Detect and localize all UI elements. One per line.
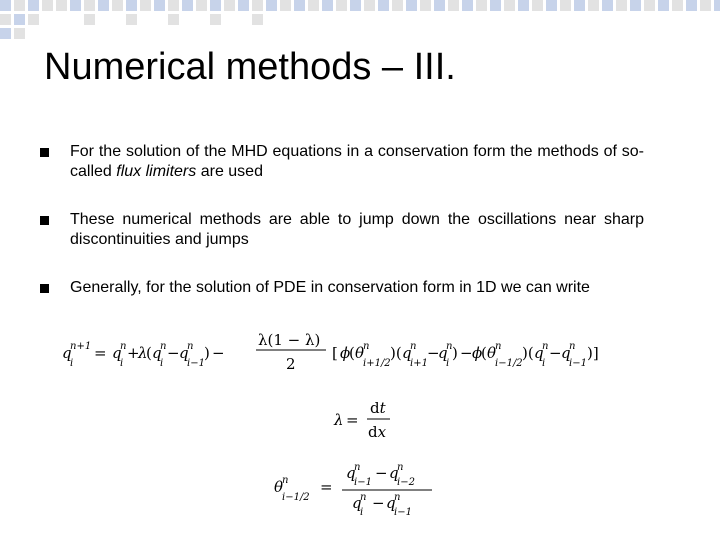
grid-cell: [406, 0, 417, 11]
grid-cell: [56, 0, 67, 11]
grid-cell: [70, 0, 81, 11]
svg-text:)(: )(: [522, 344, 534, 362]
grid-cell: [14, 14, 25, 25]
svg-text:)]: )]: [587, 344, 599, 362]
svg-text:θ: θ: [487, 344, 497, 362]
svg-text:q: q: [352, 494, 362, 512]
grid-cell: [308, 0, 319, 11]
grid-cell: [224, 0, 235, 11]
grid-cell: [336, 0, 347, 11]
grid-cell: [252, 14, 263, 25]
svg-text:)(: )(: [390, 344, 402, 362]
svg-text:θ: θ: [355, 344, 365, 362]
grid-cell: [28, 0, 39, 11]
svg-text:i: i: [70, 358, 74, 369]
grid-cell: [14, 0, 25, 11]
svg-text:q: q: [152, 344, 162, 362]
grid-cell: [0, 0, 11, 11]
grid-cell: [630, 0, 641, 11]
grid-cell: [560, 0, 571, 11]
grid-cell: [546, 0, 557, 11]
grid-cell: [686, 0, 697, 11]
grid-cell: [252, 0, 263, 11]
svg-text:n: n: [410, 341, 417, 352]
grid-cell: [448, 0, 459, 11]
svg-text:i−1/2: i−1/2: [495, 358, 523, 369]
svg-text:ϕ: ϕ: [340, 344, 351, 362]
formula-update-scheme: [60, 328, 660, 374]
svg-text:−: −: [549, 344, 562, 362]
svg-text:n: n: [120, 341, 127, 352]
slide-title: Numerical methods – III.: [44, 46, 456, 88]
svg-text:q: q: [438, 344, 448, 362]
bullet-text: For the solution of the MHD equations in a conservation form the methods of so-called flux limiters are used: [70, 143, 644, 180]
grid-cell: [532, 0, 543, 11]
grid-cell: [322, 0, 333, 11]
grid-cell: [140, 0, 151, 11]
grid-cell: [196, 0, 207, 11]
emphasis-flux-limiters: flux limiters: [116, 163, 197, 180]
bullet-item-oscillations: [40, 210, 644, 250]
svg-text:λ: λ: [334, 411, 344, 429]
svg-text:i−1/2: i−1/2: [282, 492, 310, 503]
grid-cell: [714, 0, 720, 11]
grid-cell: [210, 14, 221, 25]
svg-text:ϕ: ϕ: [472, 344, 483, 362]
grid-cell: [0, 14, 11, 25]
svg-text:i−1: i−1: [569, 358, 587, 369]
bullet-square-icon: [40, 216, 49, 225]
svg-text:i+1: i+1: [410, 358, 428, 369]
svg-text:−: −: [212, 344, 225, 362]
formula-theta: [272, 460, 442, 516]
svg-text:n: n: [495, 341, 502, 352]
bullet-item-pde: [40, 278, 644, 298]
corner-grid-decoration: [0, 0, 720, 42]
svg-text:i: i: [120, 358, 124, 369]
grid-cell: [84, 14, 95, 25]
svg-text:−: −: [460, 344, 473, 362]
svg-text:−: −: [427, 344, 440, 362]
grid-cell: [182, 0, 193, 11]
grid-cell: [672, 0, 683, 11]
grid-cell: [126, 14, 137, 25]
svg-text:q: q: [112, 344, 122, 362]
svg-text:q: q: [561, 344, 571, 362]
svg-text:i−1: i−1: [187, 358, 205, 369]
grid-cell: [616, 0, 627, 11]
svg-text:i: i: [160, 358, 164, 369]
grid-cell: [490, 0, 501, 11]
svg-text:(: (: [349, 344, 355, 362]
svg-text:2: 2: [286, 355, 296, 373]
grid-cell: [434, 0, 445, 11]
grid-cell: [238, 0, 249, 11]
svg-text:[: [: [332, 344, 338, 362]
svg-text:): ): [204, 344, 210, 362]
grid-cell: [266, 0, 277, 11]
svg-text:dx: dx: [368, 423, 387, 441]
svg-text:n: n: [446, 341, 453, 352]
grid-cell: [294, 0, 305, 11]
grid-cell: [154, 0, 165, 11]
svg-text:n: n: [397, 462, 404, 473]
svg-text:n: n: [360, 492, 367, 503]
grid-cell: [644, 0, 655, 11]
bullet-text: These numerical methods are able to jump down the oscillations near sharp discontinuities and jumps: [70, 211, 644, 248]
grid-cell: [476, 0, 487, 11]
grid-cell: [462, 0, 473, 11]
grid-cell: [700, 0, 711, 11]
grid-cell: [0, 28, 11, 39]
svg-text:θ: θ: [274, 478, 284, 496]
grid-cell: [350, 0, 361, 11]
svg-text:q: q: [389, 464, 399, 482]
svg-text:n: n: [394, 492, 401, 503]
grid-cell: [588, 0, 599, 11]
svg-text:n: n: [542, 341, 549, 352]
svg-text:λ(1 − λ): λ(1 − λ): [258, 331, 321, 349]
svg-text:n: n: [363, 341, 370, 352]
svg-text:(: (: [481, 344, 487, 362]
svg-text:n: n: [282, 475, 289, 486]
grid-cell: [42, 0, 53, 11]
grid-cell: [168, 14, 179, 25]
svg-text:i−2: i−2: [397, 477, 415, 488]
svg-text:q: q: [534, 344, 544, 362]
svg-text:=: =: [346, 411, 359, 429]
svg-text:−: −: [375, 464, 388, 482]
svg-text:q: q: [346, 464, 356, 482]
svg-text:q: q: [62, 344, 72, 362]
svg-text:q: q: [179, 344, 189, 362]
grid-cell: [574, 0, 585, 11]
svg-text:i−1: i−1: [354, 477, 372, 488]
svg-text:n: n: [187, 341, 194, 352]
grid-cell: [420, 0, 431, 11]
formula-lambda: [330, 395, 400, 445]
svg-text:n: n: [569, 341, 576, 352]
svg-text:−: −: [167, 344, 180, 362]
svg-text:): ): [452, 344, 458, 362]
svg-text:dt: dt: [370, 399, 386, 417]
svg-text:i: i: [446, 358, 450, 369]
svg-text:−: −: [372, 494, 385, 512]
grid-cell: [504, 0, 515, 11]
svg-text:n: n: [354, 462, 361, 473]
bullet-square-icon: [40, 284, 49, 293]
svg-text:λ: λ: [138, 344, 148, 362]
svg-text:+: +: [127, 344, 140, 362]
grid-cell: [28, 14, 39, 25]
svg-text:q: q: [402, 344, 412, 362]
svg-text:i+1/2: i+1/2: [363, 358, 391, 369]
grid-cell: [84, 0, 95, 11]
grid-cell: [112, 0, 123, 11]
grid-cell: [602, 0, 613, 11]
grid-cell: [168, 0, 179, 11]
bullet-text: Generally, for the solution of PDE in conservation form in 1D we can write: [70, 279, 590, 296]
grid-cell: [658, 0, 669, 11]
svg-text:=: =: [320, 478, 333, 496]
svg-text:(: (: [146, 344, 152, 362]
grid-cell: [98, 0, 109, 11]
svg-text:=: =: [94, 344, 107, 362]
grid-cell: [126, 0, 137, 11]
grid-cell: [518, 0, 529, 11]
grid-cell: [378, 0, 389, 11]
svg-text:i: i: [542, 358, 546, 369]
svg-text:n+1: n+1: [70, 341, 92, 352]
bullet-square-icon: [40, 148, 49, 157]
grid-cell: [210, 0, 221, 11]
svg-text:q: q: [386, 494, 396, 512]
svg-text:n: n: [160, 341, 167, 352]
grid-cell: [14, 28, 25, 39]
grid-cell: [392, 0, 403, 11]
grid-cell: [364, 0, 375, 11]
bullet-item-flux-limiters: [40, 142, 644, 182]
svg-text:i: i: [360, 507, 364, 516]
grid-cell: [280, 0, 291, 11]
svg-text:i−1: i−1: [394, 507, 412, 516]
